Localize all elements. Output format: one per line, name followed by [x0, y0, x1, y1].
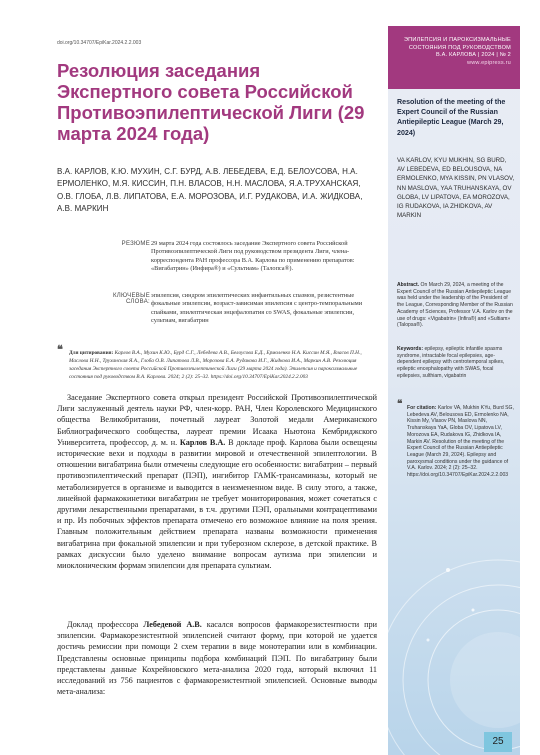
citation-label: Для цитирования:	[69, 350, 114, 356]
p1-end: В докладе проф. Карлова были освещены исторические вехи и подходы в развитии мировой и отечественной эпилептологии. В отношении вигабатрина были отмечены следующие его особенности: вигабатрин – первый противоэпилептический препарат (ПЭП), ингибитор ГАМК-трансаминазы, который не метаболизируется в организме и выводится в неизмененном виде. В силу этого, а также, линейной фармакокинетики вигабатрин не требует мониторирования, может сочетаться с другими лекарственными препаратами, в т.ч. другими ПЭП, оральными контрацептивами и пр. Из побочных эффектов препарата отмечено его возможное влияние на поля зрения. Главным положительным действием препарата названы возможности применения вигабатрина при фокальной эпилепсии и при туберозном склерозе, в детской практике. В рамках дискуссии было уделено внимание вопросам аутизма при эпилепсии и миоклоническим формам эпилепсии для препарата сультиам.	[57, 437, 377, 571]
p1-bold: Карлов В.А.	[179, 437, 226, 447]
journal-line-2: СОСТОЯНИЯ ПОД РУКОВОДСТВОМ	[408, 44, 511, 51]
en-authors: VA KARLOV, KYU MUKHIN, SG BURD, AV LEBEDEVA, ED BELOUSOVA, NA ERMOLENKO, MYA KISSIN, PN VLASOV, NN MASLOVA, YAA TRUHANSKAYA, OV GLOBA, LV LIPATOVA, EA MOROZOVA, IG RUDAKOVA, IA ZHIDKOVA, AV MARKIN	[397, 157, 515, 220]
journal-header	[388, 26, 520, 89]
en-keywords-label: Keywords:	[397, 346, 424, 352]
en-quote-icon: ❝	[397, 399, 403, 410]
resume-text: 29 марта 2024 года состоялось заседание Экспертного совета Российской Противоэпилептической Лиги под руководством президента Лиги, члена-корреспондента РАН профессора В.А. Карлова по применению препаратов: «Вигабатрин» (Инфира®) и «Сультиам» (Талопса®).	[151, 240, 355, 272]
citation-block	[57, 344, 377, 382]
article-title: Резолюция заседания Экспертного совета Российской Противоэпилептической Лиги (29 марта 2024 года)	[57, 60, 365, 144]
en-keywords-text: epilepsy, epileptic infantile spasms syndrome, intractable focal epilepsies, age-dependent epilepsy with centrotemporal spikes, epileptic encephalopathy with SWAS, focal epilepsies, sulthiam, vigabatrin	[397, 346, 505, 379]
p2-bold: Лебедевой А.В.	[143, 620, 202, 629]
p1-start: Заседание Экспертного совета открыл президент Российской Противоэпилептической Лиги заслуженный деятель науки РФ, член-корр. РАН, Член Королевского Медицинского общества Великобритании, почетный лауреат Золотой медали Американского Библиографического сообщества, лауреат премии Исаака Ньютона Кембриджского Университета, профессор, д. м. н.	[57, 393, 377, 447]
en-citation	[397, 399, 515, 479]
doi-line[interactable]: doi.org/10.34707/EpiKar.2024.2.2.003	[57, 40, 142, 46]
page-number: 25	[484, 732, 512, 752]
en-keywords	[397, 346, 515, 380]
body-paragraph-2	[57, 619, 377, 697]
en-abstract-label: Abstract.	[397, 282, 420, 288]
body-paragraph-1	[57, 392, 377, 571]
en-abstract-text: On March 29, 2024, a meeting of the Expert Council of the Russian Antiepileptic League was held under the leadership of the President of the League, Corresponding Member of the Russian Academy of Sciences, Professor V.A. Karlov on the use of drugs: «Vigabatrin» (Infira®) and «Sultiam» (Talopsa®).	[397, 282, 513, 329]
p2-end: касался вопросов фармакорезистентности при эпилепсии. Фармакорезистентной эпилепсией считают форму, при которой не удается достичь ремиссии при помощи 2 схем терапии в виде монотерапии или в комбинации. Представлены основные принципы подбора комбинаций ПЭП. По вигабатрину были представлены данные Кохрейновского мета-анализа 2020 года, который включил 11 исследований из 756 пациентов с фармакорезистентной эпилепсией. Основные выводы мета-анализа:	[57, 620, 377, 697]
en-cite-text: Karlov VA, Mukhin KYu, Burd SG, Lebedeva AV, Belousova ED, Ermolenko NA, Kissin My, Vlasov PN, Maslova NN, Truhanskaya YaA, Globa OV, Lipatova LV, Morozova EA, Rudakova IG, Zhidkova IA, Markin AV. Resolution of the meeting of the Expert Council of the Russian Antiepileptic League (March 29, 2024). Epilepsy and paroxysmal conditions under the guidance of V.A. Karlov. 2024; 2 (2): 25–32. https://doi.org/10.34707/EpiKar.2024.2.2.003	[407, 405, 514, 479]
keywords-text: эпилепсия, синдром эпилептических инфантильных спазмов, резистентные фокальные эпилепсии, возраст-зависимая эпилепсия с центро-темпоральными спайками, эпилептическая энцефалопатия со SWAS, фокальные эпилепсии, сультиам, вигабатрин	[151, 292, 363, 324]
journal-site[interactable]: www.epipress.ru	[466, 59, 511, 66]
quote-icon: ❝	[57, 344, 63, 356]
journal-line-3: В.А. КАРЛОВА | 2024 | № 2	[435, 52, 511, 58]
en-cite-label: For citation:	[407, 405, 437, 411]
en-abstract	[397, 282, 515, 329]
en-title: Resolution of the meeting of the Expert Council of the Russian Antiepileptic League (March 29, 2024)	[397, 98, 506, 137]
citation-text: Карлов В.А., Мухин К.Ю., Бурд С.Г., Лебедева А.В., Белоусова Е.Д., Ермоленко Н.А. Киссин М.Я., Власов П.Н., Маслова Н.Н., Труханская Я.А., Глоба О.В. Липатова Л.В., Морозова Е.А. Рудакова И.Г., Жидкова И.А., Маркин А.В. Резолюция заседания Экспертного совета Российской Противоэпилептической Лиги (29 марта 2024 года). Эпилепсия и пароксизмальные состояния под руководством В.А. Карлова. 2024; 2 (2): 25–32. https://doi.org/10.34707/EpiKar.2024.2.2.003	[69, 350, 362, 380]
resume-label: РЕЗЮМЕ	[121, 241, 150, 247]
author-list: В.А. КАРЛОВ, К.Ю. МУХИН, С.Г. БУРД, А.В. ЛЕБЕДЕВА, Е.Д. БЕЛОУСОВА, Н.А. ЕРМОЛЕНКО, М.Я. КИССИН, П.Н. ВЛАСОВ, Н.Н. МАСЛОВА, Я.А.ТРУХАНСКАЯ, О.В. ГЛОБА, Л.В. ЛИПАТОВА, Е.А. МОРОЗОВА, И.Г. РУДАКОВА, И.А. ЖИДКОВА, А.В. МАРКИН	[57, 167, 363, 213]
p2-start: Доклад профессора	[67, 620, 144, 629]
decorative-circles-image	[388, 500, 520, 755]
journal-line-1: ЭПИЛЕПСИЯ И ПАРОКСИЗМАЛЬНЫЕ	[403, 37, 511, 43]
keywords-label: КЛЮЧЕВЫЕ СЛОВА:	[112, 293, 150, 305]
